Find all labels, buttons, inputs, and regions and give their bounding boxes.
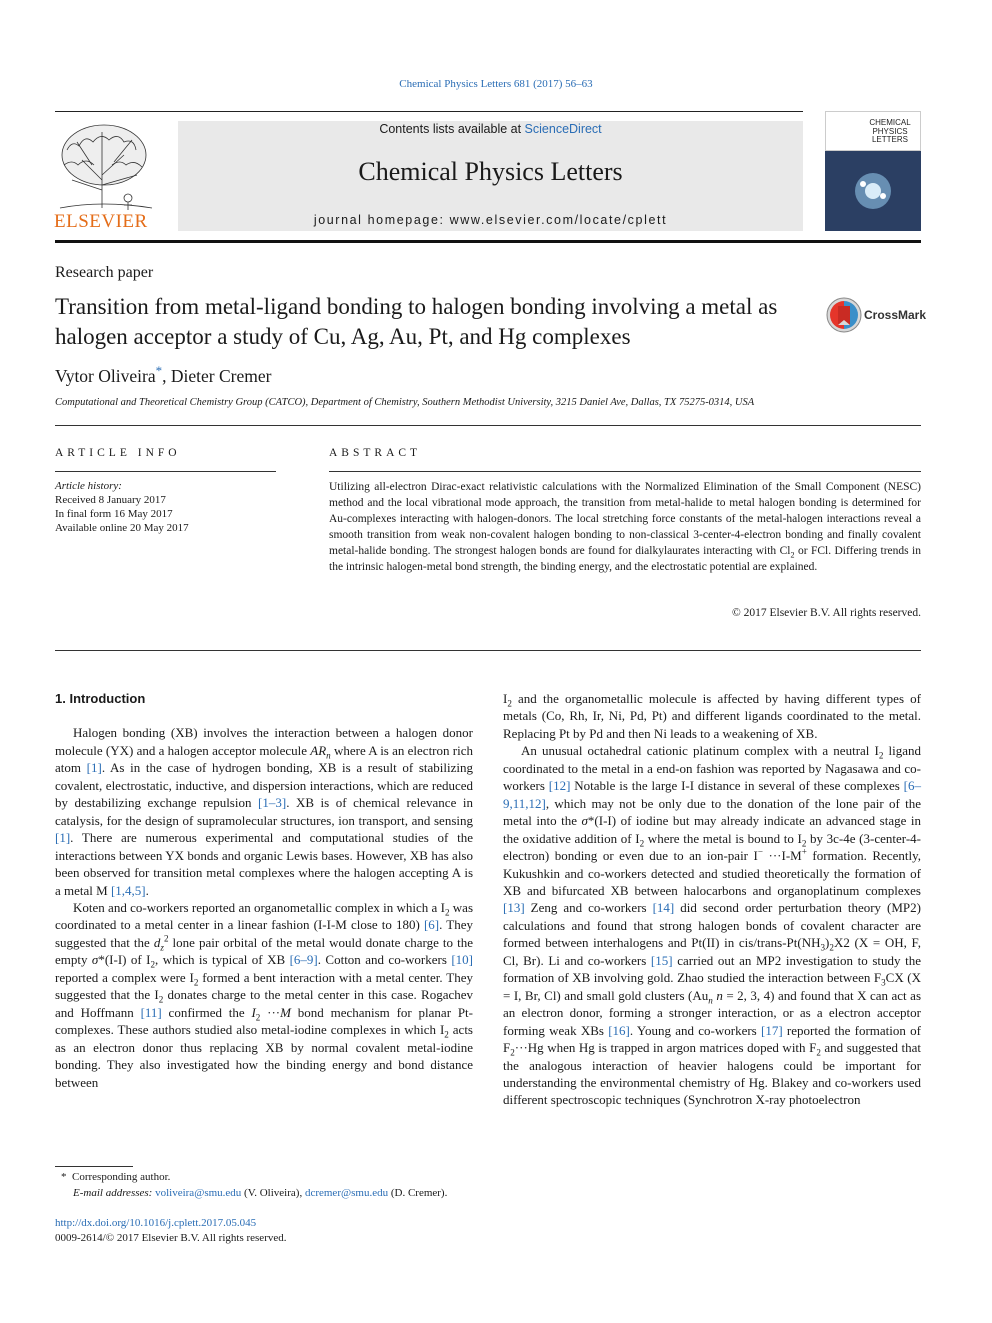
cover-title-line2: PHYSICS [872,126,908,136]
elsevier-tree-icon [52,120,157,215]
affiliation: Computational and Theoretical Chemistry Group (CATCO), Department of Chemistry, Southern Methodist University, 3215 Daniel Ave, Dallas, TX 75275-0314, USA [55,397,755,408]
page-footer [55,1216,287,1246]
reference-link[interactable]: [1] [86,760,102,776]
date-online: Available online 20 May 2017 [55,522,189,534]
elsevier-logo[interactable] [52,120,157,235]
reference-link[interactable]: [6] [423,917,440,933]
date-received: Received 8 January 2017 [55,494,166,506]
reference-link[interactable]: [1–3] [258,795,287,811]
article-type: Research paper [55,264,154,281]
reference-link[interactable]: [6–9] [289,952,318,968]
header-top-rule [55,111,803,112]
abstract-heading: ABSTRACT [329,447,422,459]
crossmark-badge[interactable] [826,297,926,335]
date-revised: In final form 16 May 2017 [55,508,173,520]
author-cremer: , Dieter Cremer [162,366,272,386]
divider [55,425,921,426]
journal-homepage[interactable]: journal homepage: www.elsevier.com/locate/cplett [313,213,668,227]
email-link-oliveira[interactable]: voliveira@smu.edu [155,1187,242,1199]
footnote-rule [55,1166,133,1167]
reference-link[interactable]: [17] [761,1022,783,1038]
sciencedirect-link[interactable]: ScienceDirect [524,122,602,136]
paragraph: Halogen bonding (XB) involves the interaction between a halogen donor molecule (YX) and a halogen acceptor molecule $AR_n$ where A is an electron rich atom [1]. As in the case of hydrogen bonding, XB is a result of stabilizing covalent, electrostatic, inductive, and dispersion interactions, which are reduced by destabilizing exchange repulsion [1–3]. XB is of chemical relevance in catalysis, for the design of supramolecular structures, ion transport, and sensing [1]. There are numerous experimental and computational studies of the interactions between YX bonds and organic Lewis bases. However, XB has also been observed for transition metal complexes where the halogen accepting A is a metal M [1,4,5]. [55,725,473,898]
cover-molecule-graphic [845,166,901,216]
reference-link[interactable]: [12] [548,778,571,794]
email-link-cremer[interactable]: dcremer@smu.edu [304,1187,389,1199]
abstract-body: Utilizing all-electron Dirac-exact relativistic calculations with the Normalized Elimination of the Small Component (NESC) method and the local vibrational mode approach, the transition from metal-halide to metal halogen bonding is determined for Au-complexes interacting with halogen-donors. The local stretching force constants of the metal-halogen interactions reveal a smooth transition from weak non-covalent halogen bonding to non-classical 3-center-4-electron bonding and finally covalent metal-halide bonding. The strongest halogen bonds are found for dialkylaurates interacting with $Cl_2$ or FCl. Differing trends in the intrinsic halogen-metal bond strength, the binding energy, and the electrostatic potential are explained. [329,481,921,574]
reference-link[interactable]: [15] [650,952,673,968]
author-oliveira: Vytor Oliveira [55,366,156,386]
contents-line: Contents lists available at ScienceDirect [379,122,602,136]
header-bottom-rule [55,240,921,243]
reference-link[interactable]: [1] [55,830,71,846]
crossmark-icon [826,297,862,333]
paragraph: $I_2$ and the organometallic molecule is affected by having different types of metals (Co, Rh, Ir, Ni, Pd, Pt) and different ligands coordinated to the metal. Replacing Pt by Pd and then Ni leads to a weakening of XB. [503,691,921,741]
reference-link[interactable]: [1,4,5] [110,882,146,898]
journal-name: Chemical Physics Letters [358,157,623,186]
paragraph: An unusual octahedral cationic platinum complex with a neutral $I_2$ ligand coordinated to the metal in a end-on fashion was reported by Nagasawa and co-workers [12] Notable is the large I-I distance in several of these complexes [6–9,11,12], which may not be only due to the donation of the lone pair of the metal into the σ*(I-I) of iodine but may already indicate an advanced stage in the oxidative addition of $I_2$ where the metal is bound to $I_2$ by 3c-4e (3-center-4-electron) bonding or even due to an ion-pair I− ···I-M+ formation. Recently, Kukushkin and co-workers detected and studied theoretically the formation of XB and bifurcated XB between halocarbons and organoplatinum complexes [13] Zeng and co-workers [14] did second order perturbation theory (MP2) calculations and found that strong halogen bonds of covalent character are formed between interhalogens and Pt(II) in cis/$trans-Pt(NH_3)_2X2$ (X = OH, F, Cl, Br). Li and co-workers [15] carried out an MP2 investigation to study the formation of XB involving gold. Zhao studied the interaction between $F_3CX$ (X = I, Br, Cl) and small gold clusters ($Au_n$ n = 2, 3, 4) and found that X can act as an electron donor, forming a stronger interaction, or as a electron acceptor forming weak XBs [16]. Young and co-workers [17] reported the formation of $F_2\cdot\cdot\cdot Hg$ when Hg is trapped in argon matrices doped with $F_2$ and suggested that the analogous interaction of heavier halogens could be important for understanding the environmental chemistry of Hg. Blakey and co-workers used different spectroscopic techniques (Synchrotron X-ray photoelectron [503,743,922,1108]
reference-link[interactable]: [11] [140,1004,162,1020]
article-title: Transition from metal-ligand bonding to halogen bonding involving a metal as halogen acceptor a study of Cu, Ag, Au, Pt, and Hg complexes [55,294,778,349]
divider [55,650,921,651]
body-column-right [503,690,921,1109]
footnote: * Corresponding author. E-mail addresses: voliveira@smu.edu (V. Oliveira), dcremer@smu.edu (D. Cremer). [61,1171,448,1199]
abstract-copyright: © 2017 Elsevier B.V. All rights reserved. [732,607,921,619]
cover-title-line1: CHEMICAL [869,118,911,127]
cover-title-line3: LETTERS [871,135,908,144]
journal-header-banner [178,121,803,231]
crossmark-label: CrossMark [864,308,927,322]
journal-cover-image[interactable] [825,111,921,231]
reference-link[interactable]: [6–9,11,12] [503,778,921,811]
reference-link[interactable]: [14] [652,900,675,916]
divider [55,471,276,472]
journal-citation[interactable]: Chemical Physics Letters 681 (2017) 56–63 [399,78,593,90]
corresponding-author-mark[interactable]: * [155,363,163,379]
reference-link[interactable]: [13] [503,900,525,916]
history-label: Article history: [55,480,122,492]
body-column-left [55,690,473,1091]
author-list [55,363,272,387]
article-history [55,479,189,535]
issn-copyright: 0009-2614/© 2017 Elsevier B.V. All rights reserved. [55,1232,287,1244]
doi-link[interactable]: http://dx.doi.org/10.1016/j.cplett.2017.05.045 [55,1217,257,1229]
section-heading-introduction: 1. Introduction [55,691,146,706]
elsevier-wordmark: ELSEVIER [54,211,148,232]
reference-link[interactable]: [10] [451,952,473,968]
divider [329,471,921,472]
reference-link[interactable]: [16] [608,1022,630,1038]
paragraph: Koten and co-workers reported an organometallic complex in which a $I_2$ was coordinated to a metal center in a linear fashion (I-I-M close to 180) [6]. They suggested that the $d_z^2$ lone pair orbital of the metal would donate charge to the empty σ*(I-I) of $I_2$, which is typical of XB [6–9]. Cotton and co-workers [10] reported a complex were $I_2$ formed a bent interaction with a metal center. They suggested that the $I_2$ donates charge to the metal center in this case. Rogachev and Hoffmann [11] confirmed the $I_2 \cdot\cdot\cdot M$ bond mechanism for planar Pt-complexes. These authors studied also metal-iodine complexes in which $I_2$ acts as an electron donor thus replacing XB by normal covalent metal-iodine bonding. They also investigated how the binding energy and bond distance between [55,899,474,1090]
article-info-heading: ARTICLE INFO [55,447,181,459]
